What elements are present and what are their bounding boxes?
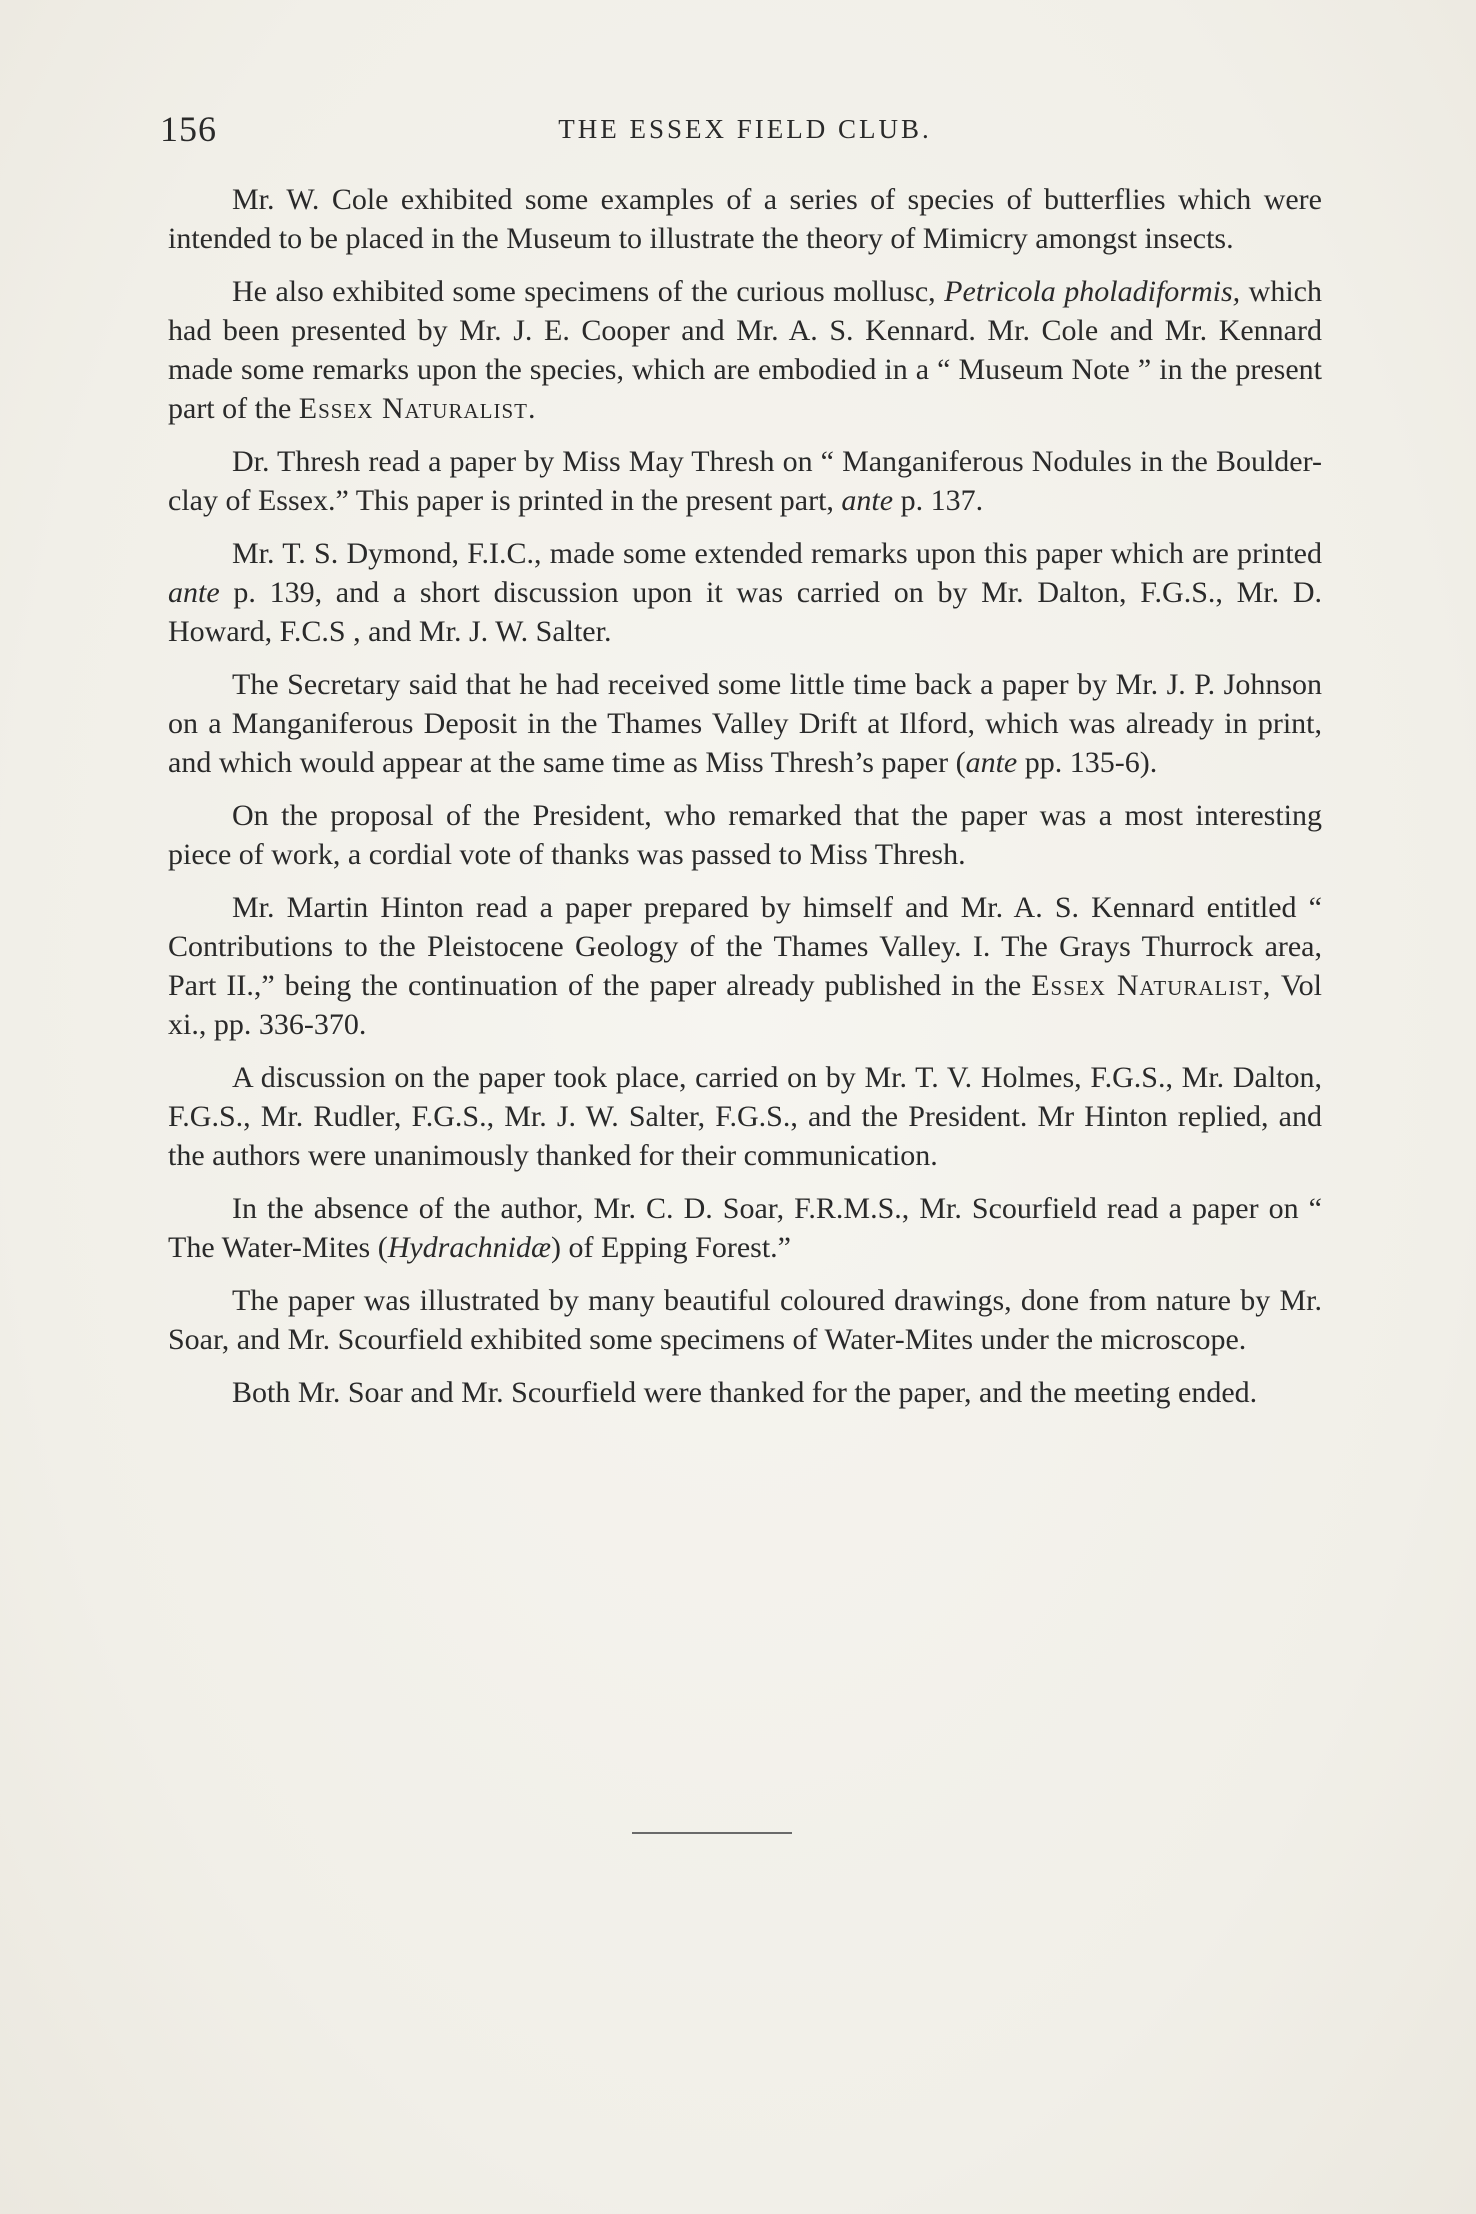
ante-reference: ante <box>841 484 894 517</box>
page-number: 156 <box>160 109 217 149</box>
text-span: Mr. T. S. Dymond, F.I.C., made some extended remarks upon this paper which are printed <box>232 537 1322 570</box>
text-span: ) of Epping Forest.” <box>551 1231 791 1264</box>
taxon-name: Hydrachnidæ <box>387 1231 552 1264</box>
paragraph-discussion: A discussion on the paper took place, carried on by Mr. T. V. Holmes, F.G.S., Mr. Dalton, F.G.S., Mr. Rudler, F.G.S., Mr. J. W. Salter, F.G.S., and the President. Mr Hinton replied, and the authors were unanimously thanked for their communication. <box>168 1061 1322 1172</box>
paragraph-illustrations: The paper was illustrated by many beautiful coloured drawings, done from nature by Mr. Soar, and Mr. Scourfield exhibited some specimens of Water-Mites under the microscope. <box>168 1284 1322 1356</box>
section-rule <box>632 1832 792 1834</box>
paragraph-thresh-paper <box>168 442 1322 520</box>
paragraph-cole-butterflies: Mr. W. Cole exhibited some examples of a series of species of butterflies which were intended to be placed in the Museum to illustrate the theory of Mimicry amongst insects. <box>168 183 1322 255</box>
ante-reference: ante <box>168 576 220 609</box>
journal-name: Essex Naturalist, <box>1031 969 1272 1002</box>
text-span: Mr. Martin Hinton read a paper prepared by himself and Mr. A. S. Kennard entitled “ Contributions to the Pleistocene Geology of the Thames Valley. I. The Grays Thurrock area, Part II.,” being the continuation of the paper already published in the <box>168 891 1322 1002</box>
text-span: which had been presented by Mr. J. E. Cooper and Mr. A. S. Kennard. Mr. Cole and Mr. Kennard made some remarks upon the species, which are embodied in a “ Museum Note ” in the present part of the <box>168 275 1322 425</box>
text-span: p. 137. <box>893 484 984 517</box>
page-header <box>160 108 1330 158</box>
text-span: Vol xi., pp. 336-370. <box>168 969 1322 1041</box>
text-span: p. 139, and a short discussion upon it was carried on by Mr. Dalton, F.G.S., Mr. D. Howard, F.C.S , and Mr. J. W. Salter. <box>168 576 1322 648</box>
paragraph-water-mites <box>168 1189 1322 1267</box>
paragraph-dymond-remarks <box>168 534 1322 651</box>
text-span: Dr. Thresh read a paper by Miss May Thresh on “ Manganiferous Nodules in the Boulder-clay of Essex.” This paper is printed in the present part, <box>168 445 1322 517</box>
journal-name: Essex Naturalist. <box>298 392 537 425</box>
body-text <box>168 180 1322 1426</box>
text-span: pp. 135-6). <box>1017 746 1158 779</box>
running-head: THE ESSEX FIELD CLUB. <box>558 114 932 144</box>
paragraph-vote-of-thanks: On the proposal of the President, who remarked that the paper was a most interesting piece of work, a cordial vote of thanks was passed to Miss Thresh. <box>168 799 1322 871</box>
text-span: The Secretary said that he had received some little time back a paper by Mr. J. P. Johnson on a Manganiferous Deposit in the Thames Valley Drift at Ilford, which was already in print, and which would appear at the same time as Miss Thresh’s paper ( <box>168 668 1322 779</box>
text-span: In the absence of the author, Mr. C. D. Soar, F.R.M.S., Mr. Scourfield read a paper on “ The Water-Mites ( <box>168 1192 1322 1264</box>
paragraph-secretary <box>168 665 1322 782</box>
paragraph-cole-mollusc <box>168 272 1322 428</box>
paragraph-meeting-ended: Both Mr. Soar and Mr. Scourfield were thanked for the paper, and the meeting ended. <box>232 1376 1258 1409</box>
species-name: Petricola pholadiformis, <box>944 275 1241 308</box>
paragraph-hinton-paper <box>168 888 1322 1044</box>
text-span: He also exhibited some specimens of the curious mollusc, <box>232 275 945 308</box>
ante-reference: ante <box>965 746 1018 779</box>
